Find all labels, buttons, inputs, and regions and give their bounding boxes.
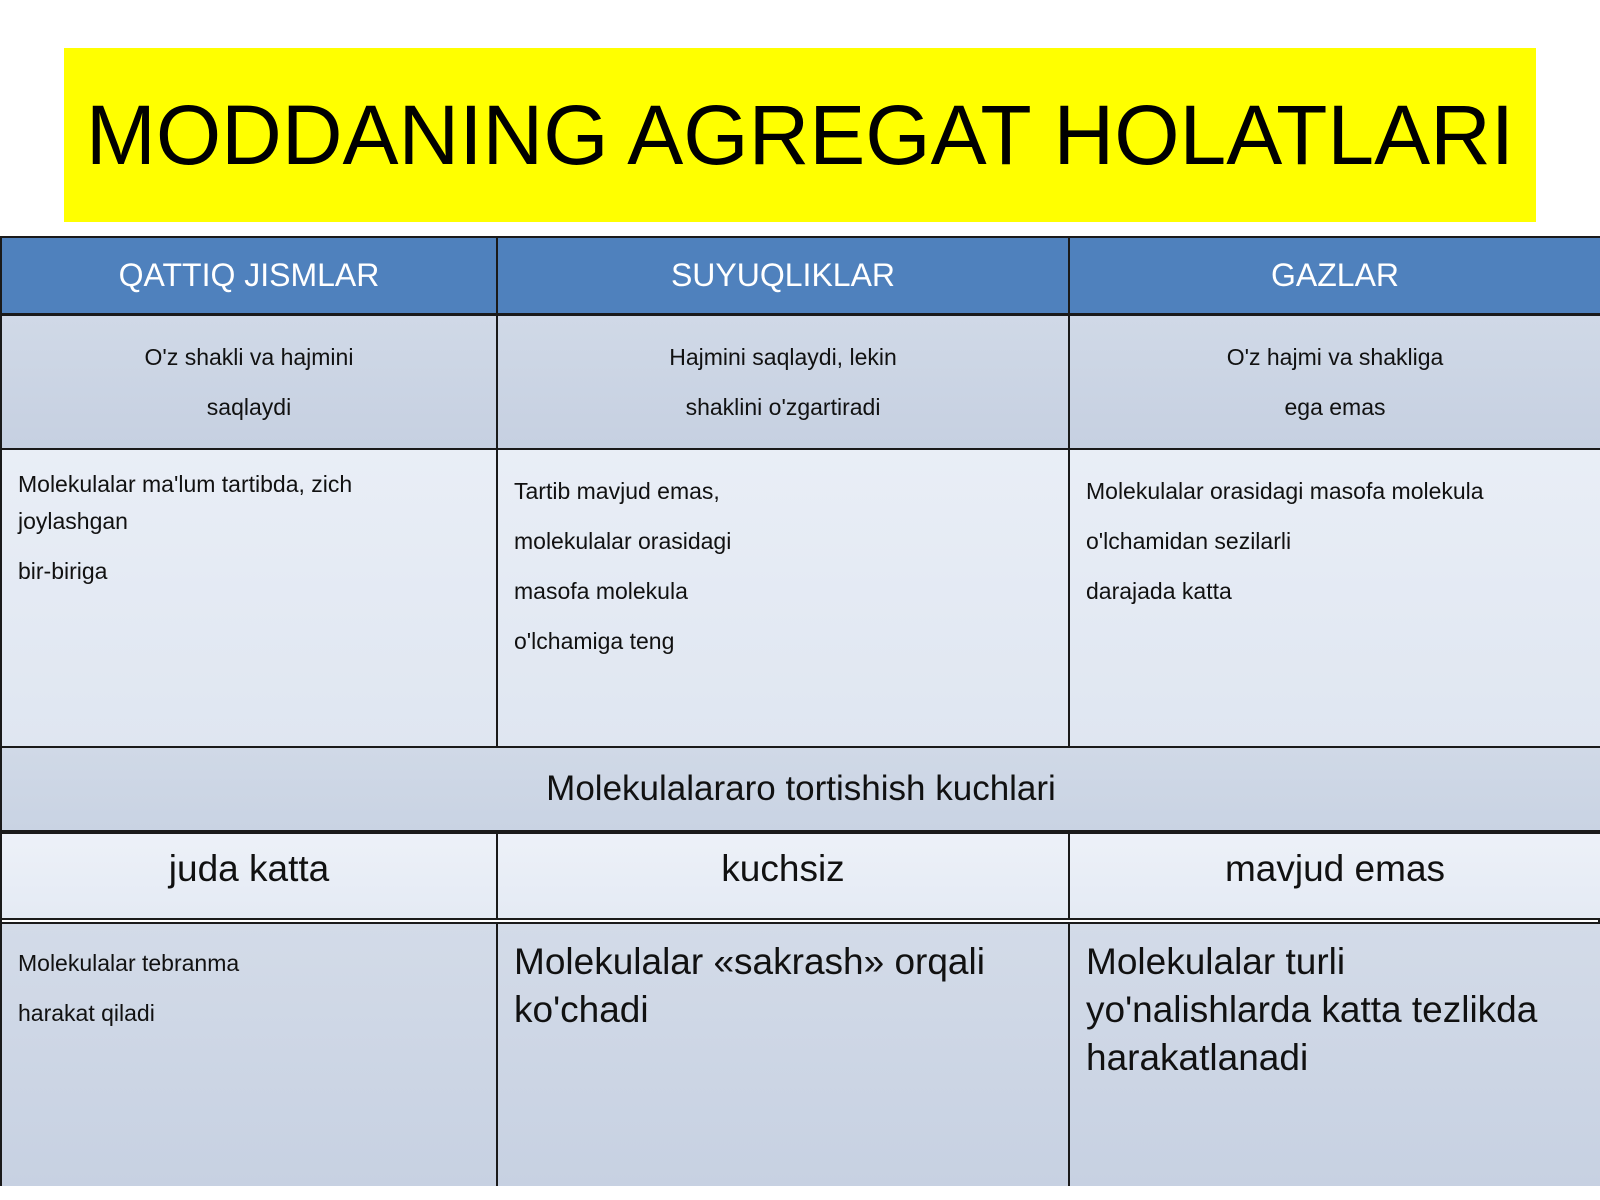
arrangement-liquids — [498, 450, 1070, 748]
text-line: shaklini o'zgartiradi — [685, 394, 881, 420]
text-line: harakatlanadi — [1086, 1037, 1309, 1078]
states-table — [0, 236, 1600, 1186]
text-line: harakat qiladi — [18, 1000, 155, 1026]
header-solids: QATTIQ JISMLAR — [2, 238, 498, 316]
shape-solids — [2, 316, 498, 450]
text-line: bir-biriga — [18, 558, 108, 584]
text-line: molekulalar orasidagi — [514, 528, 732, 554]
text-line: O'z shakli va hajmini — [144, 344, 354, 370]
text-line: o'lchamiga teng — [514, 628, 675, 654]
header-gases: GAZLAR — [1070, 238, 1600, 316]
text-line: o'lchamidan sezilarli — [1086, 528, 1292, 554]
text-line: Molekulalar turli — [1086, 941, 1346, 982]
forces-label: Molekulalararo tortishish kuchlari — [2, 748, 1600, 832]
text-line: joylashgan — [18, 508, 128, 534]
text-line: saqlaydi — [206, 394, 292, 420]
shape-liquids — [498, 316, 1070, 450]
text-line: Molekulalar ma'lum tartibda, zich — [18, 471, 353, 497]
text-line: ko'chadi — [514, 989, 649, 1030]
text-line: Tartib mavjud emas, — [514, 478, 720, 504]
text-line: Molekulalar orasidagi masofa molekula — [1086, 478, 1484, 504]
shape-gases — [1070, 316, 1600, 450]
title-banner — [64, 48, 1536, 222]
text-line: Molekulalar tebranma — [18, 950, 240, 976]
motion-liquids — [498, 922, 1070, 1186]
motion-gases — [1070, 922, 1600, 1186]
text-line: Molekulalar «sakrash» orqali — [514, 941, 985, 982]
strength-solids: juda katta — [2, 832, 498, 920]
text-line: darajada katta — [1086, 578, 1232, 604]
strength-liquids: kuchsiz — [498, 832, 1070, 920]
page-title: MODDANING AGREGAT HOLATLARI — [85, 87, 1515, 182]
motion-solids — [2, 922, 498, 1186]
strength-gases: mavjud emas — [1070, 832, 1600, 920]
arrangement-solids — [2, 450, 498, 748]
header-liquids: SUYUQLIKLAR — [498, 238, 1070, 316]
text-line: masofa molekula — [514, 578, 688, 604]
text-line: yo'nalishlarda katta tezlikda — [1086, 989, 1538, 1030]
text-line: ega emas — [1284, 394, 1386, 420]
arrangement-gases — [1070, 450, 1600, 748]
text-line: Hajmini saqlaydi, lekin — [669, 344, 897, 370]
text-line: O'z hajmi va shakliga — [1226, 344, 1444, 370]
